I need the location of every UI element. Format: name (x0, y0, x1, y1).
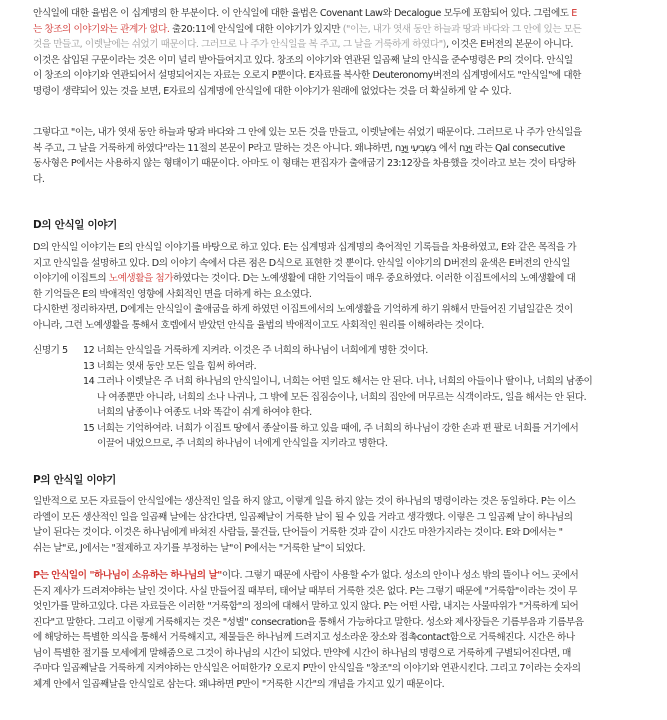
text-line: 쉬는 날"로, J에서는 "절제하고 자기를 부정하는 날"이 P에서는 "거룩한 날"이 되었다. (33, 542, 366, 554)
text-line: 안식일에 대한 율법은 이 십계명의 한 부분이다. 이 안식일에 대한 율법은 Covenant Law와 Decalogue 모두에 포함되어 있다. 그럼에도 E (33, 8, 577, 19)
verse-line: 13 너희는 엿새 동안 모든 일을 힘써 하여라. (83, 360, 257, 372)
text-line: 다. (33, 173, 45, 185)
text-line: 날이 된다는 것이다. 이것은 하나님에게 바쳐진 사람들, 물건들, 단어들이 거룩한 것과 같이 시간도 마찬가지라는 것이다. E와 D에서는 " (33, 527, 563, 538)
section-heading-p: P의 안식일 이야기 (33, 474, 117, 486)
text-line: 한 기억들은 E의 박애적인 영향에 사회적인 면을 더하게 하는 요소였다. (33, 288, 312, 300)
text-line: P는 안식일이 "하나님이 소유하는 하나님의 날"이다. 그렇기 때문에 사람이 사용할 수가 없다. 성소의 안이나 성소 밖의 뜰이나 어느 곳에서 (33, 570, 579, 581)
paragraph-p-general (33, 494, 637, 556)
section-heading-d: D의 안식일 이야기 (33, 219, 118, 231)
scripture-reference: 신명기 5 (33, 345, 68, 356)
text-line: 엇인가를 말하고있다. 다른 자료들은 이러한 "거룩함"의 정의에 대해서 말하고 있지 않다. P는 어떤 사람, 내지는 사물따위가 "거룩하게 되어 (33, 601, 579, 612)
verse-line: 너희의 남종이나 여종도 너와 똑같이 쉬게 하여야 한다. (97, 407, 312, 418)
text-line: 이야기에 이집트의 노예생활을 첨가하였다는 것이다. D는 노예생활에 대한 기억들이 매우 중요하였다. 이러한 이집트에서의 노예생활에 대 (33, 273, 576, 284)
verse-line: 이끌어 내었으므로, 주 너희의 하나님이 너에게 안식일을 지키라고 명한다. (97, 438, 388, 449)
scripture-quote (33, 343, 643, 453)
paragraph-p-holy-day (33, 568, 637, 692)
text-line: D의 안식일 이야기는 E의 안식일 이야기를 바탕으로 하고 있다. E는 십계명과 십계명의 축어적인 기록들을 차용하였고, E와 같은 목적을 가 (33, 242, 577, 253)
text-line: 이것은 삽입된 구문이라는 것은 이미 널리 받아들여지고 있다. 창조의 이야기와 연관된 일곱째 날의 안식을 준수명령은 P의 것이다. 안식일 (33, 54, 573, 66)
text-line: 체계 안에서 일곱째날을 안식일로 삼는다. 왜냐하면 P만이 "거룩한 시간"의 개념을 가지고 있기 때문이다. (33, 678, 445, 690)
text-line: 그렇다고 "이는, 내가 엿새 동안 하늘과 땅과 바다와 그 안에 있는 모든 것을 만들고, 이렛날에는 쉬었기 때문이다. 그러므로 나 주가 안식일을 (33, 127, 582, 138)
text-line: 주마다 일곱째날을 거룩하게 지켜야하는 안식일은 어떠한가? 오로지 P만이 안식일을 "창조"의 이야기와 연관시킨다. 그리고 7이라는 숫자의 (33, 663, 581, 674)
text-line: 지고 안식일을 설명하고 있다. D의 이야기 속에서 다른 점은 D식으로 표현한 것 뿐이다. 안식일 이야기의 D버전의 윤색은 E버전의 안식일 (33, 257, 570, 269)
text-line: 진다"고 말한다. 그리고 이렇게 거룩해지는 것은 "성별" consecration을 통해서 가능하다고 말한다. 성소와 제사장들은 기름부음과 기름부음 (33, 616, 584, 628)
text-line: 다시한번 정리하자면, D에게는 안식일이 출애굽을 하게 하였던 이집트에서의 노예생활을 기억하게 하기 위해서 만들어진 기념일같은 것이 (33, 304, 573, 315)
verse-line: 나 여종뿐만 아니라, 너희의 소나 나귀나, 그 밖에 모든 집짐승이나, 너희의 집안에 머무르는 식객이라도, 일을 해서는 안 된다. (97, 391, 587, 403)
text-line: 든지 제사가 드려져야하는 날인 것이다. 사실 만들어질 때부터, 태어날 때부터 거룩한 것은 없다. P는 그렇기 때문에 "거룩함"이라는 것이 무 (33, 585, 577, 597)
verse-line: 14 그러나 이렛날은 주 너희 하나님의 안식일이니, 너희는 어떤 일도 해서는 안 된다. 너나, 너희의 아들이나 딸이나, 너희의 남종이 (83, 376, 593, 387)
text-line: 라엘이 모든 생산적인 일을 일곱째 날에는 삼간다면, 일곱째날이 거룩한 날이 될 수 있을 거라고 생각했다. 이렇은 그 일곱째 날이 하나님의 (33, 511, 573, 523)
text-line: 것을 만들고, 이렛날에는 쉬었기 때문이다. 그러므로 나 주가 안식일을 복 주고, 그 날을 거룩하게 하였다"), 이것은 E버전의 본문이 아니다. (33, 39, 573, 50)
text-line: 아니라, 그런 노예생활을 통해서 호렙에서 받았던 안식을 율법의 박애적이고도 사회적인 원리를 이해하라는 것이다. (33, 319, 484, 331)
text-line: 에 해당하는 특별한 의식을 통해서 거룩해지고, 제물들은 하나님께 드려지고 성소라운 장소와 접촉contact함으로 거룩해진다. 시간은 하나 (33, 632, 575, 643)
paragraph-verse11 (33, 125, 637, 187)
text-line: 명령이 생략되어 있는 것을 보면, E자료의 십계명에 안식일에 대한 이야기가 원래에 없었다는 것을 더 확실하게 알 수 있다. (33, 85, 512, 97)
paragraph-d-story (33, 240, 637, 333)
text-line: 이 창조의 이야기와 연관되어서 설명되어지는 자료는 오로지 P뿐이다. E자료를 복사한 Deuteronomy버전의 십계명에서도 "안식일"에 대한 (33, 70, 581, 81)
verse-line: 12 너희는 안식일을 거룩하게 지켜라. 이것은 주 너희의 하나님이 너희에게 명한 것이다. (83, 345, 428, 356)
verse-line: 15 너희는 기억하여라. 너희가 이집트 땅에서 종살이를 하고 있을 때에, 주 너희의 하나님이 강한 손과 편 팔로 너희를 거기에서 (83, 422, 579, 434)
text-line: 동사형은 P에서는 사용하지 않는 형태이기 때문이다. 아마도 이 형태는 편집자가 출애굽기 23:12장을 차용했을 것이라고 보는 것이 타당하 (33, 158, 576, 169)
text-line: 는 창조의 이야기와는 관계가 없다. 출20:11에 안식일에 대한 이야기가 있지만 ("이는, 내가 엿새 동안 하늘과 땅과 바다와 그 안에 있는 모든 (33, 23, 582, 35)
text-line: 님이 특별한 절기를 모세에게 말해줌으로 그것이 하나님의 시간이 되었다. 만약에 시간이 하나님의 명령으로 거룩하게 구별되어진다면, 매 (33, 647, 571, 659)
paragraph-intro (33, 6, 637, 99)
text-line: 일반적으로 모든 자료들이 안식일에는 생산적인 일을 하지 않고, 이렇게 일을 하지 않는 것이 하나님의 명령이라는 것은 동일하다. P는 이스 (33, 496, 576, 507)
text-line: 복 주고, 그 날을 거룩하게 하였다"라는 11절의 본문이 P라고 말하는 것은 아니다. 왜냐하면, בִּשְׁבִיעִי וַיָּנַח 에서 וַיָּנַח 라는 Qal consecutive (33, 142, 565, 154)
